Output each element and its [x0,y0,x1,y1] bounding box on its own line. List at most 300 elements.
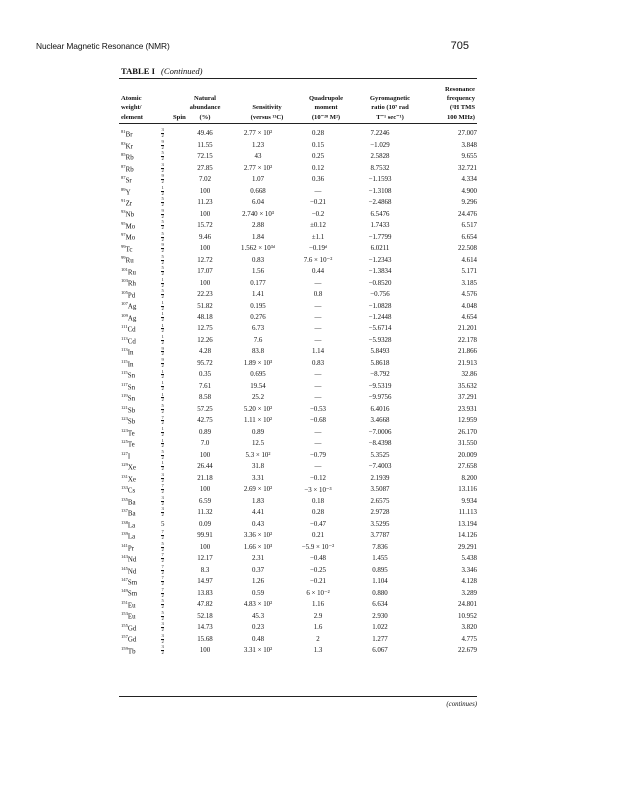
page-number: 705 [450,40,469,52]
cell-spin [161,438,181,449]
spin-fraction [161,347,164,358]
table-row [119,208,477,219]
mass-number: 95 [121,220,126,226]
cell-quadrupole-moment: −0.21 [310,199,326,207]
element-symbol: Y [125,188,131,196]
spin-denominator: 2 [161,271,164,277]
cell-isotope [119,392,161,403]
cell-quadrupole-moment: 0.8 [313,291,323,299]
cell-spin [161,518,181,529]
table-row [119,553,477,564]
spin-numerator: 1 [161,380,164,386]
cell-quadrupole-moment: −0.12 [310,474,326,482]
spin-fraction [161,151,164,162]
spin-numerator: 9 [161,138,164,144]
spin-denominator: 2 [161,627,164,633]
element-symbol: Zr [125,200,133,208]
mass-number: 123 [121,416,128,422]
cell-gyromagnetic-ratio: 6.0211 [370,245,390,253]
element-symbol: Ru [127,269,136,277]
element-symbol: La [127,521,136,529]
cell-resonance-frequency: 29.291 [458,543,477,551]
mass-number: 115 [121,358,128,364]
spin-denominator: 2 [161,156,164,162]
element-symbol: Eu [127,602,136,610]
spin-denominator: 2 [161,316,164,322]
spin-denominator: 2 [161,167,164,173]
cell-isotope [119,518,161,529]
element-symbol: Ag [127,303,137,311]
mass-number: 99 [121,243,126,249]
spin-numerator: 5 [161,449,164,454]
cell-quadrupole-moment: −0.53 [310,405,326,413]
mass-number: 99 [121,255,126,261]
cell-spin [161,415,181,426]
mass-number: 109 [121,312,128,318]
cell-natural-abundance: 48.18 [197,313,213,321]
cell-quadrupole-moment: 6 × 10⁻² [306,590,330,598]
cell-isotope [119,128,161,139]
cell-gyromagnetic-ratio: −9.9756 [368,394,392,402]
element-symbol: Sn [127,395,136,403]
cell-isotope [119,427,161,438]
cell-gyromagnetic-ratio: 1.022 [372,624,388,632]
cell-isotope [119,576,161,587]
cell-sensitivity: 1.41 [251,291,265,299]
cell-natural-abundance: 9.46 [198,233,212,241]
spin-denominator: 2 [161,581,164,587]
element-symbol: Ba [127,498,136,506]
cell-natural-abundance: 17.07 [197,268,213,276]
spin-numerator: 5 [161,219,164,225]
cell-resonance-frequency: 3.820 [461,624,477,632]
cell-quadrupole-moment: 2 [316,635,320,643]
cell-gyromagnetic-ratio: −1.029 [370,141,390,149]
cell-natural-abundance: 0.09 [198,520,212,528]
spin-numerator: 3 [161,506,164,512]
mass-number: 85 [121,152,126,158]
cell-resonance-frequency: 4.654 [461,313,477,321]
spin-denominator: 2 [161,431,164,437]
table-row [119,496,477,507]
cell-quadrupole-moment: 0.18 [311,497,325,505]
cell-isotope [119,243,161,254]
cell-isotope [119,358,161,369]
cell-natural-abundance: 8.3 [200,566,210,574]
cell-natural-abundance: 100 [199,451,211,459]
column-header-sensitivity: Sensitivity (versus ¹³C) [250,104,284,121]
cell-gyromagnetic-ratio: 1.277 [372,635,388,643]
cell-resonance-frequency: 32.721 [458,164,477,172]
cell-resonance-frequency: 14.126 [458,532,477,540]
spin-numerator: 1 [161,391,164,397]
table-row [119,427,477,438]
spin-fraction [161,553,164,564]
cell-natural-abundance: 95.72 [197,359,213,367]
mass-number: 81 [121,129,126,135]
cell-spin [161,633,181,644]
spin-numerator: 7 [161,483,164,489]
table-row [119,312,477,323]
cell-spin [161,266,181,277]
cell-sensitivity: 7.6 [253,336,263,344]
element-symbol: Nb [125,211,135,219]
mass-number: 117 [121,381,128,387]
table-row [119,266,477,277]
cell-quadrupole-moment: −0.25 [310,566,326,574]
cell-natural-abundance: 7.0 [200,440,210,448]
table-row [119,576,477,587]
cell-natural-abundance: 13.83 [197,589,213,597]
cell-sensitivity: 31.8 [251,463,265,471]
cell-quadrupole-moment: −3 × 10⁻³ [304,486,332,494]
spin-denominator: 2 [161,202,164,208]
cell-spin [161,162,181,173]
spin-fraction [161,243,164,254]
cell-sensitivity: 0.668 [250,187,266,195]
cell-resonance-frequency: 22.508 [458,245,477,253]
cell-natural-abundance: 99.91 [197,532,213,540]
spin-fraction [161,278,164,289]
cell-quadrupole-moment: — [314,325,322,333]
cell-isotope [119,335,161,346]
cell-sensitivity: 0.23 [251,624,265,632]
cell-quadrupole-moment: 0.83 [311,359,325,367]
element-symbol: Pd [127,292,136,300]
element-symbol: Nd [127,567,137,575]
cell-spin [161,461,181,472]
spin-numerator: 3 [161,127,164,133]
spin-denominator: 2 [161,615,164,621]
table-row [119,438,477,449]
spin-fraction [161,266,164,277]
cell-spin [161,404,181,415]
cell-sensitivity: 1.89 × 10³ [243,359,273,367]
cell-gyromagnetic-ratio: 2.9728 [370,509,390,517]
table-row [119,369,477,380]
cell-quadrupole-moment: 1.14 [311,348,325,356]
spin-denominator: 2 [161,558,164,564]
cell-quadrupole-moment: −0.79 [310,451,326,459]
element-symbol: Ag [127,315,137,323]
table-row [119,564,477,575]
cell-resonance-frequency: 3.289 [461,589,477,597]
cell-gyromagnetic-ratio: 6.4016 [370,405,390,413]
spin-denominator: 2 [161,489,164,495]
cell-resonance-frequency: 6.517 [461,222,477,230]
cell-natural-abundance: 42.75 [197,417,213,425]
spin-numerator: 5 [161,288,164,294]
cell-sensitivity: 45.3 [251,612,265,620]
cell-natural-abundance: 100 [199,210,211,218]
cell-isotope [119,174,161,185]
spin-numerator: 7 [161,529,164,535]
cell-natural-abundance: 11.55 [197,141,213,149]
cell-isotope [119,599,161,610]
cell-gyromagnetic-ratio: −1.1593 [368,176,392,184]
spin-numerator: 3 [161,621,164,627]
mass-number: 129 [121,462,128,468]
cell-sensitivity: 2.88 [251,222,265,230]
spin-fraction [161,370,164,381]
cell-resonance-frequency: 32.86 [461,371,477,379]
table-row [119,404,477,415]
mass-number: 91 [121,198,126,203]
spin-numerator: 5 [161,230,164,236]
cell-quadrupole-moment: 2.9 [313,612,323,620]
spin-fraction [161,473,164,484]
column-header-natural-abundance: Natural abundance (%) [189,95,221,121]
cell-spin [161,231,181,242]
cell-sensitivity: 43 [254,153,262,161]
spin-fraction [161,484,164,495]
cell-resonance-frequency: 21.866 [458,348,477,356]
table-row [119,415,477,426]
cell-quadrupole-moment: 0.25 [311,153,325,161]
table-row [119,518,477,529]
cell-resonance-frequency: 5.171 [461,268,477,276]
table-row [119,300,477,311]
element-symbol: Sm [127,590,138,598]
cell-sensitivity: 2.77 × 10² [243,130,273,138]
spin-fraction [161,197,164,208]
spin-fraction [161,427,164,438]
spin-fraction [161,209,164,220]
cell-spin [161,358,181,369]
cell-spin [161,645,181,656]
mass-number: 113 [121,335,128,341]
spin-numerator: 1 [161,437,164,443]
cell-gyromagnetic-ratio: −7.4003 [368,463,392,471]
cell-natural-abundance: 11.23 [197,199,213,207]
spin-fraction [161,255,164,266]
spin-denominator: 2 [161,500,164,506]
cell-gyromagnetic-ratio: −0.756 [370,291,390,299]
cell-natural-abundance: 100 [199,245,211,253]
cell-gyromagnetic-ratio: 5.8618 [370,359,390,367]
cell-isotope [119,151,161,162]
cell-sensitivity: 83.8 [251,348,265,356]
spin-fraction [161,611,164,622]
cell-gyromagnetic-ratio: 3.5087 [370,486,390,494]
cell-gyromagnetic-ratio: 6.5476 [370,210,390,218]
spin-fraction [161,450,164,461]
element-symbol: Br [125,131,133,139]
cell-gyromagnetic-ratio: −1.3108 [368,187,392,195]
cell-resonance-frequency: 8.200 [461,474,477,482]
spin-denominator: 2 [161,213,164,219]
cell-gyromagnetic-ratio: −1.7799 [368,233,392,241]
cell-quadrupole-moment: −0.2 [311,210,325,218]
spin-fraction [161,381,164,392]
element-symbol: Sr [125,177,132,185]
cell-sensitivity: 1.07 [251,176,265,184]
cell-natural-abundance: 52.18 [197,612,213,620]
cell-gyromagnetic-ratio: 6.634 [372,601,388,609]
cell-sensitivity: 6.04 [251,199,265,207]
cell-resonance-frequency: 9.296 [461,199,477,207]
spin-fraction [161,220,164,231]
spin-numerator: 9 [161,345,164,351]
element-symbol: Ba [127,510,136,518]
cell-sensitivity: 4.83 × 10² [243,601,273,609]
cell-quadrupole-moment: — [314,463,322,471]
cell-resonance-frequency: 6.654 [461,233,477,241]
spin-numerator: 7 [161,414,164,420]
cell-natural-abundance: 0.89 [198,428,212,436]
spin-fraction [161,622,164,633]
table-row [119,185,477,196]
cell-natural-abundance: 12.72 [197,256,213,264]
table-row [119,323,477,334]
table-top-rule [119,78,477,79]
spin-fraction [161,186,164,197]
element-symbol: Te [127,429,135,437]
cell-quadrupole-moment: −0.21 [310,578,326,586]
cell-spin [161,300,181,311]
cell-sensitivity: 2.77 × 10² [243,164,273,172]
element-symbol: Kr [125,142,133,150]
cell-spin [161,496,181,507]
mass-number: 115 [121,370,128,376]
cell-quadrupole-moment: — [314,302,322,310]
page-header [36,40,469,52]
spin-fraction [161,335,164,346]
cell-quadrupole-moment: ±0.12 [310,222,326,230]
mass-number: 103 [121,278,128,284]
spin-denominator: 2 [161,190,164,196]
mass-number: 147 [121,576,128,582]
cell-isotope [119,530,161,541]
mass-number: 145 [121,565,128,571]
cell-quadrupole-moment: −0.47 [310,520,326,528]
cell-natural-abundance: 100 [199,187,211,195]
spin-denominator: 2 [161,282,164,288]
mass-number: 111 [121,324,128,330]
mass-number: 153 [121,611,128,617]
spin-fraction [161,358,164,369]
element-symbol: Gd [127,625,137,633]
cell-gyromagnetic-ratio: 1.455 [372,555,388,563]
cell-spin [161,335,181,346]
cell-natural-abundance: 100 [199,543,211,551]
cell-sensitivity: 0.695 [250,371,266,379]
cell-quadrupole-moment: 0.21 [311,532,325,540]
cell-gyromagnetic-ratio: −1.2343 [368,256,392,264]
cell-isotope [119,231,161,242]
table-row [119,530,477,541]
spin-numerator: 7 [161,575,164,581]
mass-number: 123 [121,427,128,433]
cell-isotope [119,645,161,656]
table-row [119,633,477,644]
cell-natural-abundance: 26.44 [197,463,213,471]
cell-spin [161,369,181,380]
cell-isotope [119,553,161,564]
element-symbol: Nd [127,556,137,564]
mass-number: 83 [121,140,126,146]
spin-denominator: 2 [161,328,164,334]
cell-isotope [119,312,161,323]
cell-spin [161,541,181,552]
spin-numerator: 9 [161,207,164,213]
table-row [119,277,477,288]
cell-resonance-frequency: 37.291 [458,394,477,402]
spin-denominator: 2 [161,133,164,139]
table-row [119,358,477,369]
spin-numerator: 7 [161,563,164,569]
cell-natural-abundance: 14.73 [197,624,213,632]
cell-natural-abundance: 15.72 [197,222,213,230]
mass-number: 151 [121,599,128,605]
mass-number: 125 [121,439,128,445]
cell-quadrupole-moment: — [314,336,322,344]
cell-gyromagnetic-ratio: 5.8493 [370,348,390,356]
cell-sensitivity: 3.31 [251,474,265,482]
cell-resonance-frequency: 4.048 [461,302,477,310]
spin-numerator: 1 [161,311,164,317]
cell-gyromagnetic-ratio: 5.3525 [370,451,390,459]
spin-numerator: 9 [161,357,164,363]
spin-numerator: 1 [161,368,164,374]
cell-gyromagnetic-ratio: 1.7433 [370,222,390,230]
element-symbol: Sn [127,384,136,392]
cell-natural-abundance: 12.75 [197,325,213,333]
mass-number: 113 [121,347,128,353]
cell-isotope [119,185,161,196]
spin-numerator: 7 [161,552,164,558]
spin-fraction [161,461,164,472]
mass-number: 121 [121,404,128,410]
cell-quadrupole-moment: 0.44 [311,268,325,276]
running-head: Nuclear Magnetic Resonance (NMR) [36,41,170,51]
cell-spin [161,323,181,334]
cell-gyromagnetic-ratio: −5.9328 [368,336,392,344]
cell-resonance-frequency: 27.658 [458,463,477,471]
element-symbol: Ru [125,257,134,265]
mass-number: 141 [121,542,128,548]
cell-quadrupole-moment: 0.12 [311,164,325,172]
cell-sensitivity: 1.84 [251,233,265,241]
cell-isotope [119,162,161,173]
element-symbol: Sm [127,579,138,587]
cell-isotope [119,208,161,219]
cell-spin [161,381,181,392]
cell-isotope [119,197,161,208]
table-row [119,541,477,552]
element-symbol: Xe [127,464,136,472]
cell-isotope [119,369,161,380]
cell-natural-abundance: 14.97 [197,578,213,586]
spin-numerator: 1 [161,322,164,328]
cell-sensitivity: 2.740 × 10³ [242,210,274,218]
element-symbol: Rb [125,165,134,173]
spin-numerator: 5 [161,598,164,604]
spin-denominator: 2 [161,225,164,231]
spin-denominator: 2 [161,144,164,150]
cell-sensitivity: 1.11 × 10² [243,417,273,425]
cell-sensitivity: 19.54 [250,382,266,390]
spin-fraction [161,289,164,300]
table-row [119,128,477,139]
table-row [119,392,477,403]
cell-spin [161,312,181,323]
cell-resonance-frequency: 9.934 [461,497,477,505]
mass-number: 159 [121,645,128,651]
spin-denominator: 2 [161,294,164,300]
cell-spin [161,564,181,575]
spin-denominator: 2 [161,512,164,518]
